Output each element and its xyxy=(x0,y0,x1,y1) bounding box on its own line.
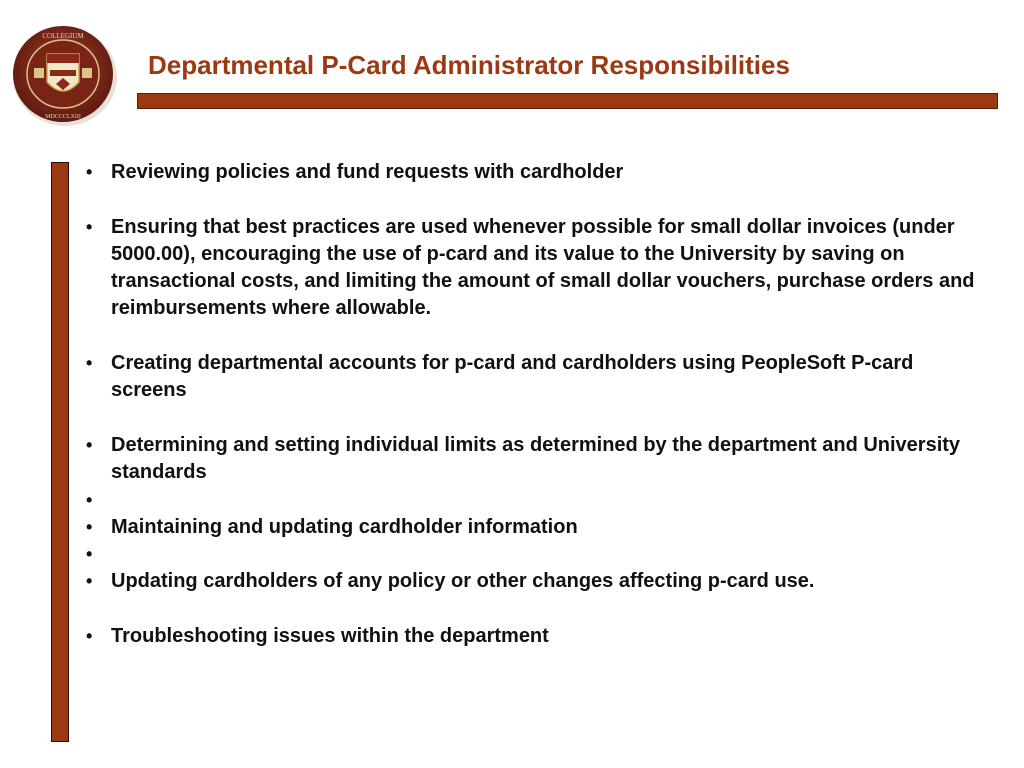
bullet-icon: • xyxy=(86,571,93,592)
list-item xyxy=(86,350,986,405)
list-item xyxy=(86,159,986,186)
bullet-icon: • xyxy=(86,626,93,647)
bullet-icon: • xyxy=(86,353,93,374)
list-item-text: Troubleshooting issues within the department xyxy=(111,625,549,648)
list-item xyxy=(86,568,986,595)
responsibilities-list xyxy=(86,159,986,650)
title-underline-bar xyxy=(137,93,998,109)
list-item xyxy=(86,623,986,650)
bullet-icon: • xyxy=(86,516,93,537)
list-item-empty xyxy=(86,541,986,568)
svg-text:COLLEGIUM: COLLEGIUM xyxy=(42,32,84,40)
bullet-icon: • xyxy=(86,434,93,455)
list-item xyxy=(86,432,986,487)
boston-college-seal-icon xyxy=(10,22,118,126)
list-item-text: Ensuring that best practices are used whenever possible for small dollar invoices (under 5000.00), encouraging the use of p-card and its value to the University by saving on transactional costs, and limiting the amount of small dollar vouchers, purchase orders and reimbursements where allowable. xyxy=(111,215,975,320)
bullet-icon: • xyxy=(86,489,93,510)
list-item-text: Updating cardholders of any policy or other changes affecting p-card use. xyxy=(111,570,815,593)
list-item xyxy=(86,514,986,541)
list-item-text: Creating departmental accounts for p-card and cardholders using PeopleSoft P-card screens xyxy=(111,352,914,402)
list-item-text: Maintaining and updating cardholder information xyxy=(111,515,578,538)
bullet-icon: • xyxy=(86,544,93,565)
list-item-text: Determining and setting individual limits as determined by the department and University standards xyxy=(111,433,961,484)
svg-text:MDCCCLXIII: MDCCCLXIII xyxy=(45,114,81,120)
page-title: Departmental P-Card Administrator Responsibilities xyxy=(148,50,790,80)
list-item-text: Reviewing policies and fund requests with cardholder xyxy=(111,161,624,183)
list-item xyxy=(86,214,986,323)
bullet-icon: • xyxy=(86,162,93,182)
bullet-icon: • xyxy=(86,216,93,237)
list-item-empty xyxy=(86,487,986,514)
left-accent-bar xyxy=(51,162,69,742)
